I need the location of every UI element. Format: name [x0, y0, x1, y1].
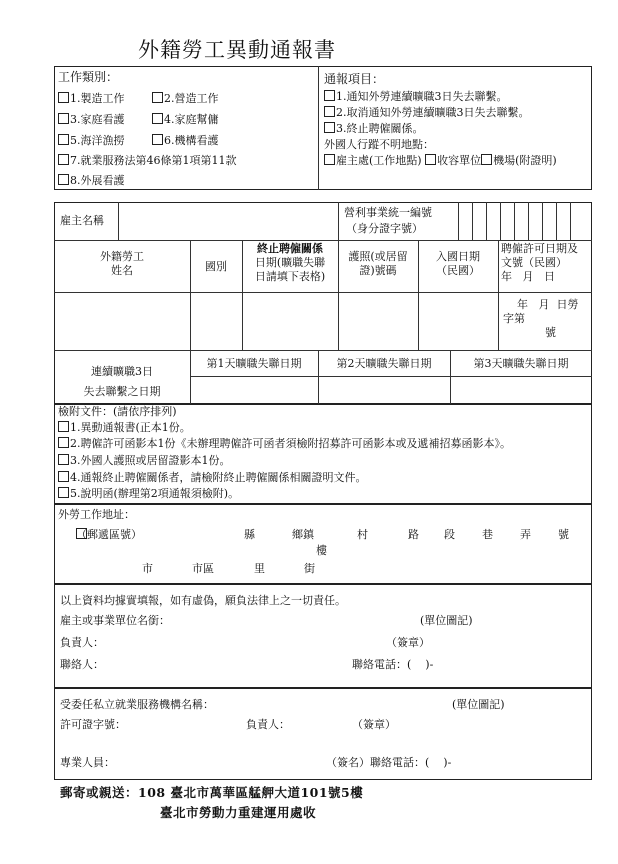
employer-title-label: 雇主或事業單位名銜： [60, 614, 170, 627]
agency-seal-label: (單位圖記) [452, 698, 505, 711]
col-permit: 聘僱許可日期及 文號（民國） 年 月 日 [501, 242, 578, 283]
col-nationality: 國別 [205, 260, 227, 273]
col-entry-date: 入國日期 （民國） [436, 250, 480, 277]
category-section [54, 66, 592, 190]
business-id-label: 營利事業統一編號 [344, 206, 432, 219]
checkbox-icon[interactable] [481, 154, 492, 165]
location-options [324, 154, 557, 168]
employer-seal-label: (單位圖記) [420, 614, 473, 627]
checkbox-icon[interactable] [58, 437, 69, 448]
checkbox-icon[interactable] [58, 421, 69, 432]
id-number-label: （身分證字號） [346, 222, 423, 235]
job-option-3[interactable]: 3.家庭看護 [58, 113, 125, 127]
job-option-6[interactable]: 6.機構看護 [152, 134, 219, 148]
job-category-heading: 工作類別： [58, 70, 119, 84]
agency-name-label: 受委任私立就業服務機構名稱： [60, 698, 214, 711]
contact-label: 聯絡人： [60, 658, 104, 671]
attachments-heading: 檢附文件：(請依序排列) [58, 405, 177, 418]
staff-label: 專業人員： [60, 756, 115, 769]
person-label: 負責人： [60, 636, 104, 649]
checkbox-icon[interactable] [324, 106, 335, 117]
attachment-3[interactable]: 3.外國人護照或居留證影本1份。 [58, 454, 231, 468]
checkbox-icon[interactable] [58, 174, 69, 185]
checkbox-icon[interactable] [58, 113, 69, 124]
checkbox-icon[interactable] [58, 154, 69, 165]
report-option-2[interactable]: 2.取消通知外勞連續曠職3日失去聯繫。 [324, 106, 530, 120]
checkbox-icon[interactable] [58, 471, 69, 482]
address-heading: 外勞工作地址： [58, 508, 135, 521]
location-employer[interactable]: 雇主處(工作地點) [336, 154, 422, 167]
checkbox-icon[interactable] [324, 154, 335, 165]
job-option-4[interactable]: 4.家庭幫傭 [152, 113, 219, 127]
job-option-1[interactable]: 1.製造工作 [58, 92, 125, 106]
staff-sign-phone: （簽名）聯絡電話：( )- [326, 756, 452, 769]
mailing-recipient: 臺北市勞動力重建運用處收 [160, 805, 317, 820]
job-option-7[interactable]: 7.就業服務法第46條第1項第11款 [58, 154, 237, 168]
attachment-4[interactable]: 4.通報終止聘僱關係者，請檢附終止聘僱關係相關證明文件。 [58, 471, 367, 485]
report-option-3[interactable]: 3.終止聘僱關係。 [324, 122, 424, 136]
declaration-statement: 以上資料均據實填報，如有虛偽，願負法律上之一切責任。 [60, 594, 346, 607]
report-option-1[interactable]: 1.通知外勞連續曠職3日失去聯繫。 [324, 90, 508, 104]
attachment-2[interactable]: 2.聘僱許可函影本1份《未辦理聘僱許可函者須檢附招募許可函影本或及遞補招募函影本》。 [58, 437, 511, 451]
person-sign-label: （簽章） [386, 636, 430, 649]
report-items-heading: 通報項目： [324, 72, 385, 86]
contact-phone-label: 聯絡電話：( )- [352, 658, 434, 671]
checkbox-icon[interactable] [58, 92, 69, 103]
form-title: 外籍勞工異動通報書 [138, 38, 336, 62]
employer-name-label: 雇主名稱 [60, 214, 104, 227]
col-worker-name: 外籍勞工 姓名 [100, 250, 144, 277]
checkbox-icon[interactable] [324, 90, 335, 101]
checkbox-icon[interactable] [58, 134, 69, 145]
location-shelter[interactable]: 收容單位 [437, 154, 482, 167]
col-passport: 護照(或居留 證)號碼 [348, 250, 408, 277]
location-heading: 外國人行蹤不明地點： [324, 138, 434, 151]
location-airport[interactable]: 機場(附證明) [493, 154, 557, 167]
job-option-8[interactable]: 8.外展看護 [58, 174, 125, 188]
attachment-1[interactable]: 1.異動通報書(正本1份。 [58, 421, 191, 435]
absence-day3-header: 第3天曠職失聯日期 [473, 357, 569, 370]
attachment-5[interactable]: 5.說明函(辦理第2項通報須檢附)。 [58, 487, 239, 501]
checkbox-icon[interactable] [152, 92, 163, 103]
license-label: 許可證字號： [60, 718, 126, 731]
agency-sign-label: （簽章） [352, 718, 396, 731]
permit-date-cell[interactable]: 年 月 日勞 字第 號 [503, 298, 579, 339]
absence-label: 連續曠職3日 失去聯繫之日期 [83, 365, 161, 398]
checkbox-icon[interactable] [58, 454, 69, 465]
checkbox-icon[interactable] [324, 122, 335, 133]
job-option-5[interactable]: 5.海洋漁撈 [58, 134, 125, 148]
absence-day1-header: 第1天曠職失聯日期 [206, 357, 302, 370]
checkbox-icon[interactable] [152, 113, 163, 124]
absence-day2-header: 第2天曠職失聯日期 [336, 357, 432, 370]
mailing-address: 郵寄或親送：108 臺北市萬華區艋舺大道101號5樓 [60, 785, 364, 800]
checkbox-icon[interactable] [152, 134, 163, 145]
checkbox-icon[interactable] [58, 487, 69, 498]
agency-person-label: 負責人： [246, 718, 290, 731]
checkbox-icon[interactable] [425, 154, 436, 165]
col-end-date: 終止聘僱關係 日期(曠職失聯 日請填下表格) [254, 242, 326, 283]
job-option-2[interactable]: 2.營造工作 [152, 92, 219, 106]
worker-data-row[interactable] [54, 292, 498, 350]
category-divider [318, 66, 319, 190]
